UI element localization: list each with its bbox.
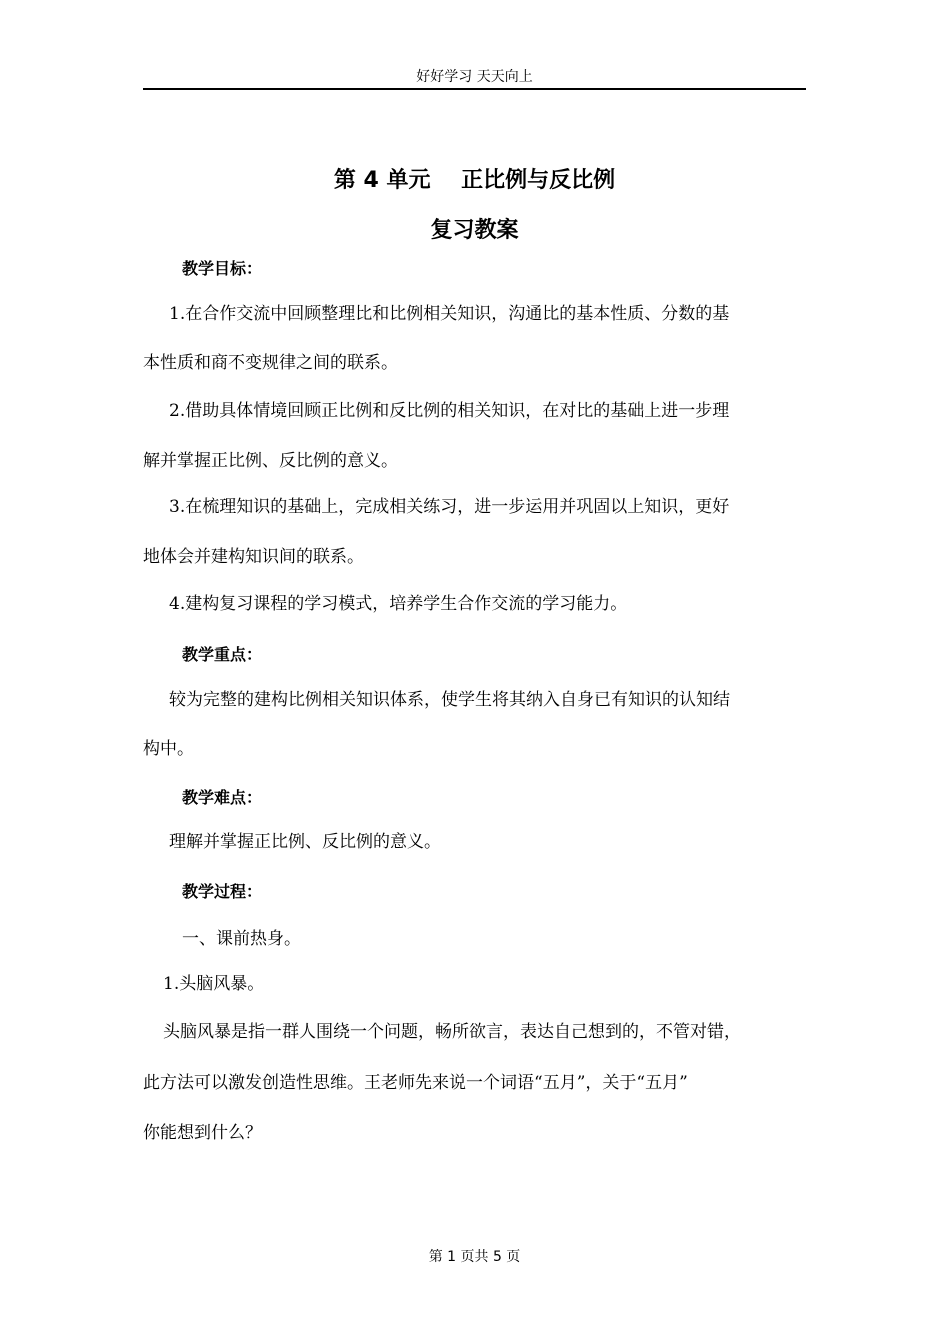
page-footer: 第 1 页共 5 页 [428, 1249, 521, 1265]
process-step-1: 一、课前热身。 [182, 929, 301, 949]
objective-1-line-2: 本性质和商不变规律之间的联系。 [143, 353, 398, 373]
objectives-heading: 教学目标： [182, 259, 263, 278]
objective-1-line-1: 1.在合作交流中回顾整理比和比例相关知识，沟通比的基本性质、分数的基 [169, 304, 730, 324]
key-points-line-2: 构中。 [143, 739, 194, 759]
objective-3-line-1: 3.在梳理知识的基础上，完成相关练习，进一步运用并巩固以上知识，更好 [169, 497, 730, 517]
document-title: 第 4 单元 正比例与反比例 [333, 168, 616, 193]
objective-4: 4.建构复习课程的学习模式，培养学生合作交流的学习能力。 [169, 594, 628, 614]
key-points-line-1: 较为完整的建构比例相关知识体系，使学生将其纳入自身已有知识的认知结 [169, 690, 730, 710]
process-paragraph-line-3: 你能想到什么？ [143, 1123, 262, 1143]
header-divider [143, 88, 806, 90]
process-paragraph-line-2: 此方法可以激发创造性思维。王老师先来说一个词语“五月”，关于“五月” [143, 1073, 688, 1093]
difficulties-heading: 教学难点： [182, 788, 263, 807]
document-subtitle: 复习教案 [430, 218, 519, 243]
process-paragraph-line-1: 头脑风暴是指一群人围绕一个问题，畅所欲言，表达自己想到的，不管对错， [163, 1022, 741, 1042]
objective-2-line-2: 解并掌握正比例、反比例的意义。 [143, 451, 398, 471]
objective-2-line-1: 2.借助具体情境回顾正比例和反比例的相关知识，在对比的基础上进一步理 [169, 401, 730, 421]
page-header: 好好学习 天天向上 [416, 69, 533, 85]
objective-3-line-2: 地体会并建构知识间的联系。 [143, 547, 364, 567]
process-heading: 教学过程： [182, 882, 263, 901]
key-points-heading: 教学重点： [182, 645, 263, 664]
process-item-1: 1.头脑风暴。 [163, 974, 265, 994]
difficulties-text: 理解并掌握正比例、反比例的意义。 [169, 832, 441, 852]
